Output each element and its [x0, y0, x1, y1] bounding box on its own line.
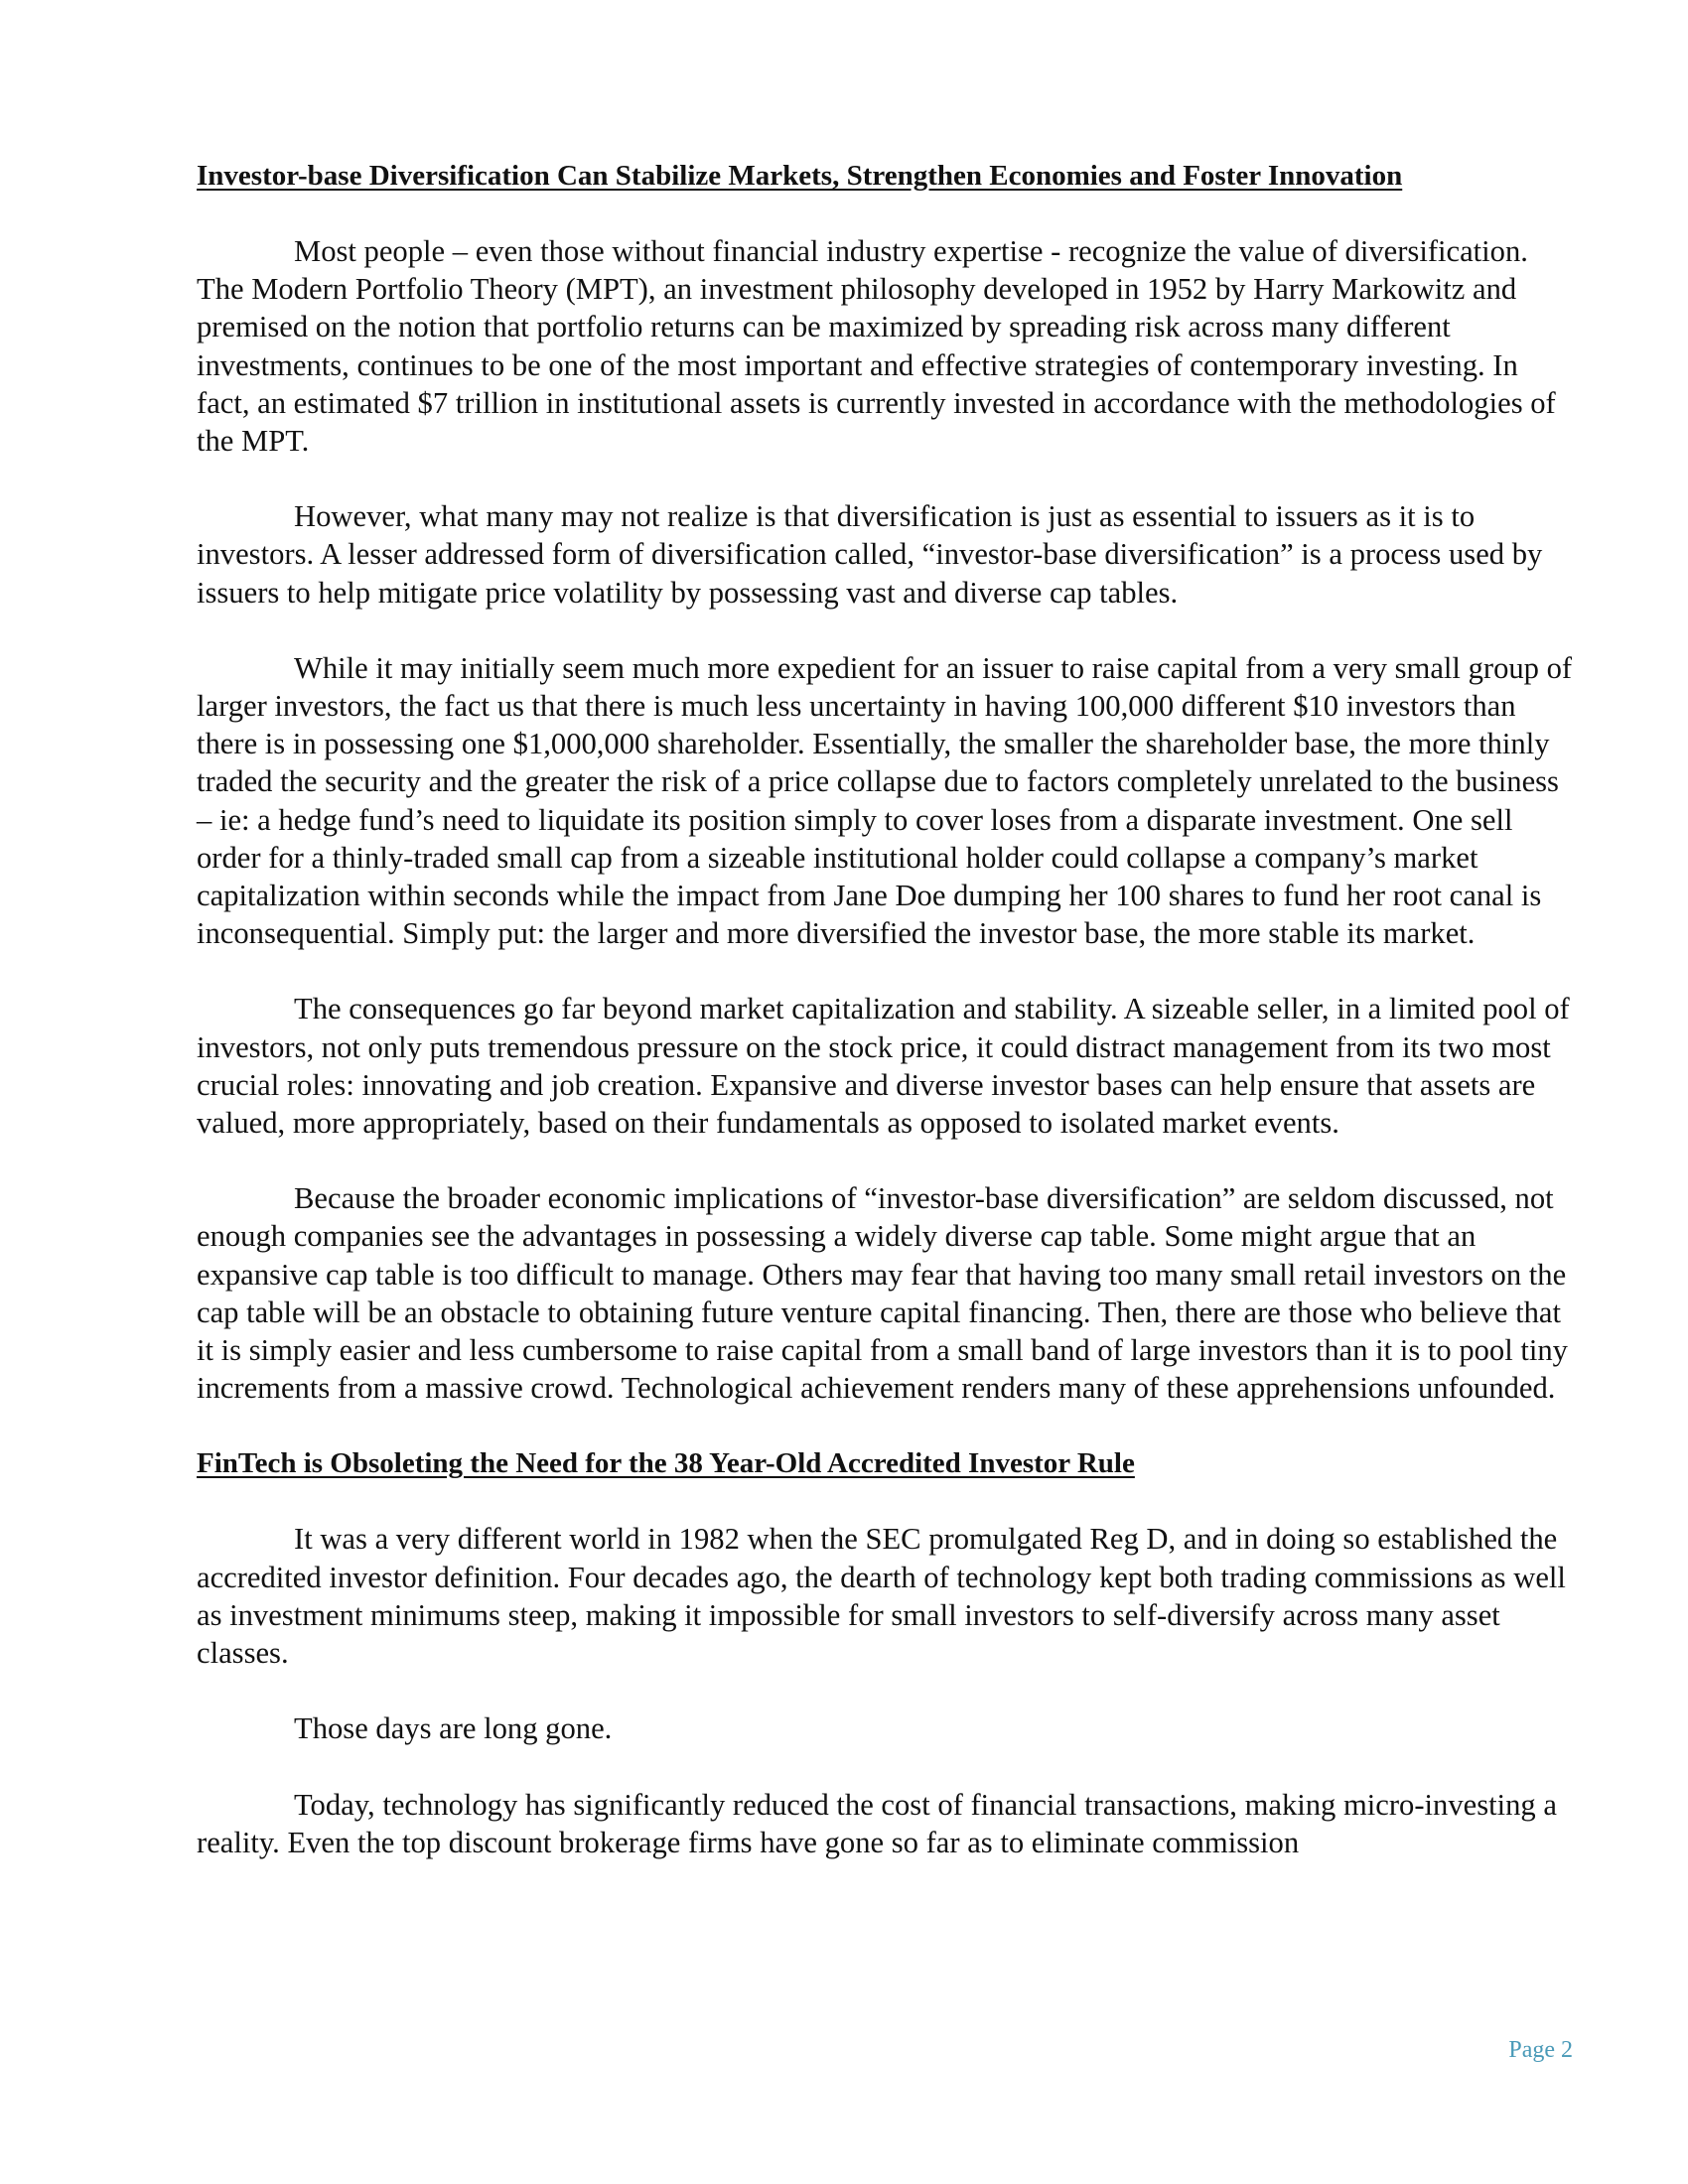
paragraph-implications: Because the broader economic implications of “investor-base diversification” are seldom discussed, not enough companies see the advantages in possessing a widely diverse cap table. Some might argue that an expansive cap table is too difficult to manage. Others may fear that having too many small retail investors on the cap table will be an obstacle to obtaining future venture capital financing. Then, there are those who believe that it is simply easier and less cumbersome to raise capital from a small band of large investors than it is to pool tiny increments from a massive crowd. Technological achievement renders many of these apprehensions unfounded.	[197, 1181, 1568, 1406]
paragraph-issuers: However, what many may not realize is that diversification is just as essential to issuers as it is to investors. A lesser addressed form of diversification called, “investor-base diversification” is a process used by issuers to help mitigate price volatility by possessing vast and diverse cap tables.	[197, 499, 1543, 610]
section-heading-fintech: FinTech is Obsoleting the Need for the 38 Year-Old Accredited Investor Rule	[197, 1447, 1135, 1480]
document-body	[197, 157, 1573, 1899]
paragraph-reg-d: It was a very different world in 1982 when the SEC promulgated Reg D, and in doing so established the accredited investor definition. Four decades ago, the dearth of technology kept both trading commissions as well as investment minimums steep, making it impossible for small investors to self-diversify across many asset classes.	[197, 1522, 1566, 1671]
paragraph-mpt: Most people – even those without financial industry expertise - recognize the value of diversification. The Modern Portfolio Theory (MPT), an investment philosophy developed in 1952 by Harry Markowitz and premised on the notion that portfolio returns can be maximized by spreading risk across many different investments, continues to be one of the most important and effective strategies of contemporary investing. In fact, an estimated $7 trillion in institutional assets is currently invested in accordance with the methodologies of the MPT.	[197, 234, 1556, 459]
paragraph-long-gone: Those days are long gone.	[294, 1711, 613, 1746]
paragraph-micro-investing: Today, technology has significantly reduced the cost of financial transactions, making micro-investing a reality. Even the top discount brokerage firms have gone so far as to eliminate commission	[197, 1787, 1557, 1859]
page-number: Page 2	[1508, 2037, 1573, 2063]
paragraph-investor-base: While it may initially seem much more expedient for an issuer to raise capital from a very small group of larger investors, the fact us that there is much less uncertainty in having 100,000 different $10 investors than there is in possessing one $1,000,000 shareholder. Essentially, the smaller the shareholder base, the more thinly traded the security and the greater the risk of a price collapse due to factors completely unrelated to the business – ie: a hedge fund’s need to liquidate its position simply to cover loses from a disparate investment. One sell order for a thinly-traded small cap from a sizeable institutional holder could collapse a company’s market capitalization within seconds while the impact from Jane Doe dumping her 100 shares to fund her root canal is inconsequential. Simply put: the larger and more diversified the investor base, the more stable its market.	[197, 650, 1573, 951]
paragraph-consequences: The consequences go far beyond market capitalization and stability. A sizeable seller, in a limited pool of investors, not only puts tremendous pressure on the stock price, it could distract management from its two most crucial roles: innovating and job creation. Expansive and diverse investor bases can help ensure that assets are valued, more appropriately, based on their fundamentals as opposed to isolated market events.	[197, 992, 1570, 1141]
section-heading-diversification: Investor-base Diversification Can Stabilize Markets, Strengthen Economies and Foster Innovation	[197, 160, 1403, 192]
